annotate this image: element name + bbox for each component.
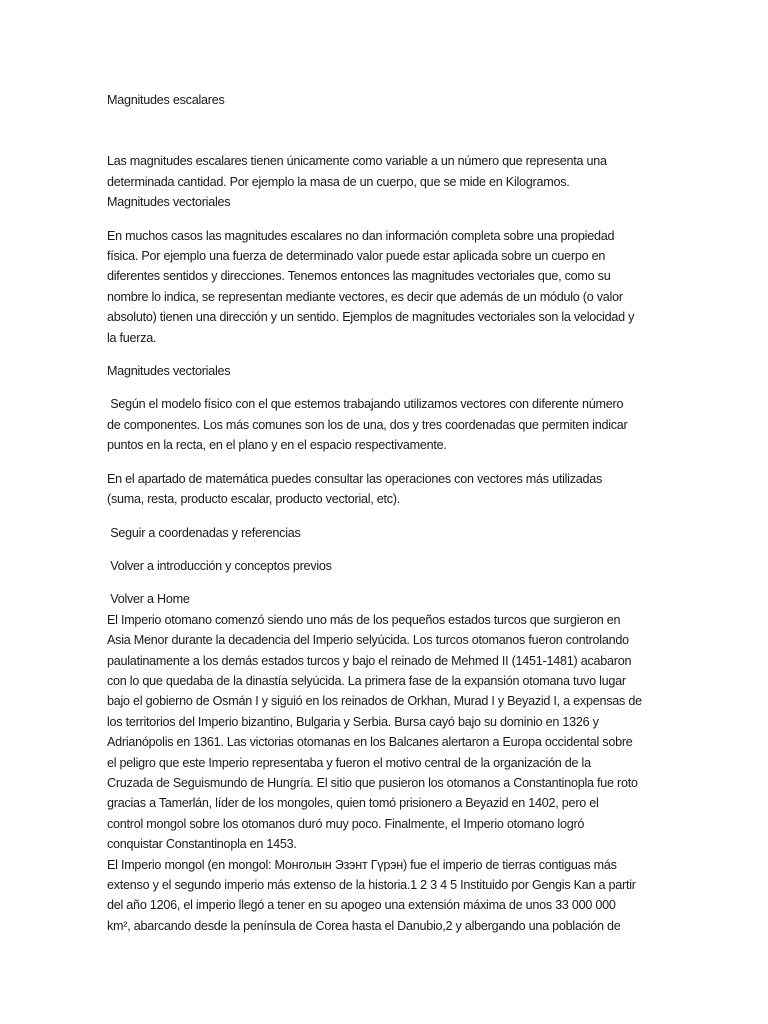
text-line: El Imperio otomano comenzó siendo uno más de los pequeños estados turcos que surgieron en [107, 612, 621, 627]
text-line: del año 1206, el imperio llegó a tener en su apogeo una extensión máxima de unos 33 000 000 [107, 898, 616, 913]
document-body [107, 90, 663, 936]
text-line: puntos en la recta, en el plano y en el espacio respectivamente. [107, 438, 447, 453]
text-line: la fuerza. [107, 330, 157, 345]
paragraph-modelo-fisico [107, 394, 663, 455]
text-line: de componentes. Los más comunes son los de una, dos y tres coordenadas que permiten indicar [107, 417, 628, 432]
text-line: Según el modelo físico con el que estemos trabajando utilizamos vectores con diferente número [107, 397, 624, 412]
paragraph-vectoriales [107, 226, 663, 348]
text-line: (suma, resta, producto escalar, producto vectorial, etc). [107, 492, 401, 507]
paragraph-matematica [107, 469, 663, 510]
text-line: paulatinamente a los demás estados turcos y bajo el reinado de Mehmed II (1451-1481) acabaron [107, 653, 632, 668]
text-line: con lo que quedaba de la dinastía selyúcida. La primera fase de la expansión otomana tuvo lugar [107, 673, 626, 688]
text-line: En muchos casos las magnitudes escalares no dan información completa sobre una propiedad [107, 228, 615, 243]
text-line: conquistar Constantinopla en 1453. [107, 837, 297, 852]
link-coordenadas[interactable]: Seguir a coordenadas y referencias [107, 525, 301, 540]
text-line: gracias a Tamerlán, líder de los mongoles, quien tomó prisionero a Beyazid en 1402, pero el [107, 796, 599, 811]
paragraph-imperio-otomano [107, 610, 663, 855]
text-line: El Imperio mongol (en mongol: Монголын Эзэнт Гүрэн) fue el imperio de tierras contiguas más [107, 857, 617, 872]
text-line: control mongol sobre los otomanos duró muy poco. Finalmente, el Imperio otomano logró [107, 816, 585, 831]
text-line: determinada cantidad. Por ejemplo la masa de un cuerpo, que se mide en Kilogramos. [107, 174, 570, 189]
text-line: nombre lo indica, se representan mediante vectores, es decir que además de un módulo (o valor [107, 289, 623, 304]
text-line: física. Por ejemplo una fuerza de determinado valor puede estar aplicada sobre un cuerpo en [107, 249, 606, 264]
text-line: bajo el gobierno de Osmán I y siguió en los reinados de Orkhan, Murad I y Beyazid I, a expensas de [107, 694, 642, 709]
text-line: En el apartado de matemática puedes consultar las operaciones con vectores más utilizadas [107, 471, 603, 486]
text-line: diferentes sentidos y direcciones. Tenemos entonces las magnitudes vectoriales que, como su [107, 269, 611, 284]
text-line: extenso y el segundo imperio más extenso de la historia.1 2 3 4 5 Instituido por Gengis Kan a partir [107, 878, 636, 892]
text-line: los territorios del Imperio bizantino, Bulgaria y Serbia. Bursa cayó bajo su dominio en 1326 y [107, 714, 599, 729]
text-line: Cruzada de Seguismundo de Hungría. El sitio que pusieron los otomanos a Constantinopla fue roto [107, 775, 638, 790]
section-heading: Magnitudes vectoriales [107, 364, 231, 379]
document-title: Magnitudes escalares [107, 93, 225, 107]
text-line: Asia Menor durante la decadencia del Imperio selyúcida. Los turcos otomanos fueron controlando [107, 633, 629, 648]
paragraph-imperio-mongol [107, 855, 663, 937]
link-introduccion[interactable]: Volver a introducción y conceptos previos [107, 558, 332, 573]
paragraph-escalares [107, 151, 663, 212]
text-line: absoluto) tienen una dirección y un sentido. Ejemplos de magnitudes vectoriales son la velocidad y [107, 310, 635, 325]
text-line: km², abarcando desde la península de Corea hasta el Danubio,2 y albergando una población de [107, 918, 621, 933]
text-line: Magnitudes vectoriales [107, 195, 231, 210]
text-line: el peligro que este Imperio representaba y fueron el motivo central de la organización de la [107, 755, 591, 770]
text-line: Adrianópolis en 1361. Las victorias otomanas en los Balcanes alertaron a Europa occidental sobre [107, 735, 633, 750]
link-home[interactable]: Volver a Home [107, 592, 190, 607]
text-line: Las magnitudes escalares tienen únicamente como variable a un número que representa una [107, 154, 607, 169]
